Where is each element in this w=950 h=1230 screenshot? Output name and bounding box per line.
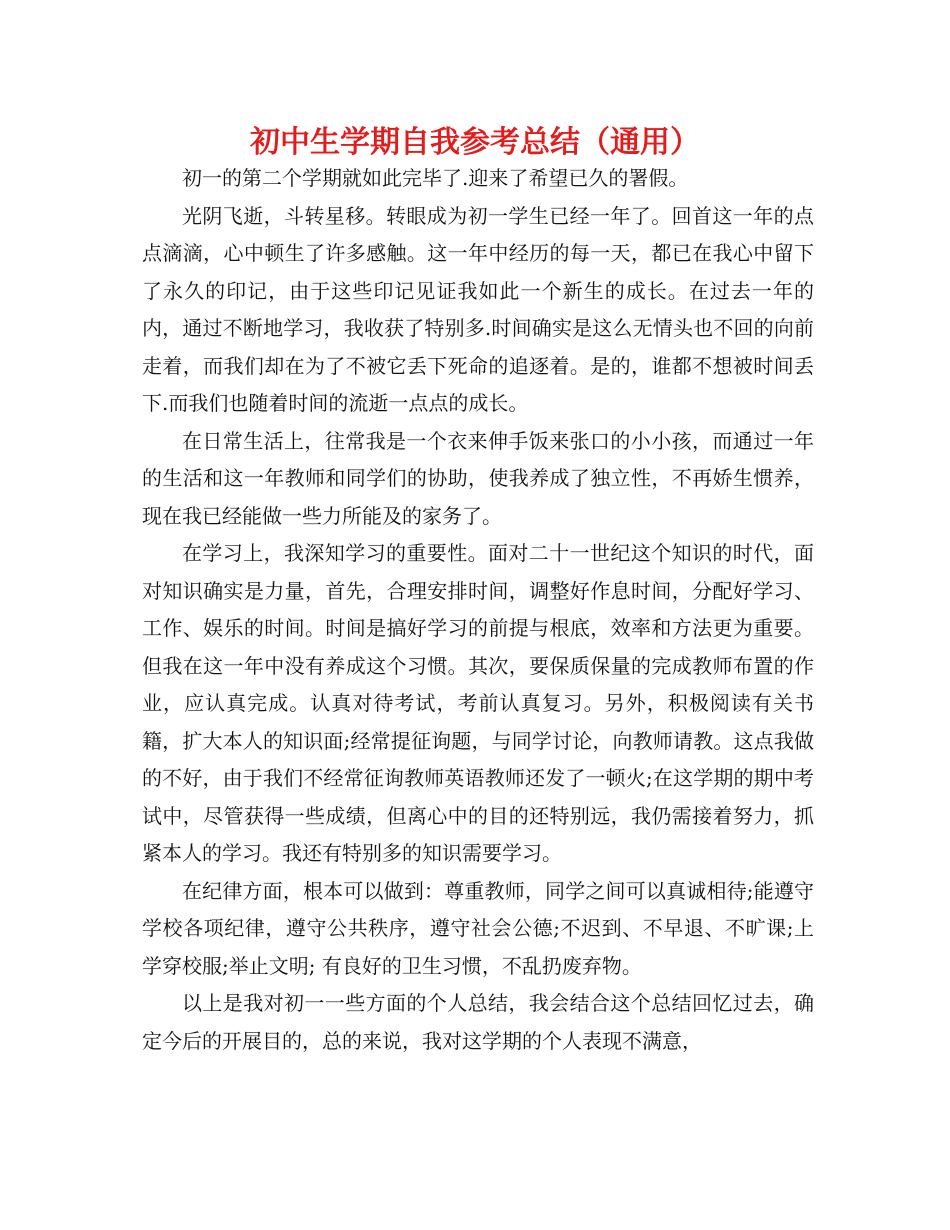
document-title: 初中生学期自我参考总结（通用） — [250, 125, 700, 160]
document-body — [142, 160, 814, 1060]
paragraph-intro: 初一的第二个学期就如此完毕了.迎来了希望已久的署假。 — [182, 166, 689, 190]
paragraph-daily-life: 在日常生活上，往常我是一个衣来伸手饭来张口的小小孩，而通过一年的生活和这一年教师和同学们的协助，使我养成了独立性，不再娇生惯养，现在我已经能做一些力所能及的家务了。 — [142, 428, 814, 528]
paragraph-discipline: 在纪律方面，根本可以做到：尊重教师，同学之间可以真诚相待;能遵守学校各项纪律，遵守公共秩序，遵守社会公德;不迟到、不早退、不旷课;上学穿校服;举止文明; 有良好的卫生习惯，不乱扔废弃物。 — [142, 878, 814, 978]
paragraph-conclusion: 以上是我对初一一些方面的个人总结，我会结合这个总结回忆过去，确定今后的开展目的，总的来说，我对这学期的个人表现不满意， — [142, 991, 814, 1053]
paragraph-reflection: 光阴飞逝，斗转星移。转眼成为初一学生已经一年了。回首这一年的点点滴滴，心中顿生了许多感触。这一年中经历的每一天，都已在我心中留下了永久的印记，由于这些印记见证我如此一个新生的成长。在过去一年的内，通过不断地学习，我收获了特别多.时间确实是这么无情头也不回的向前走着，而我们却在为了不被它丢下死命的追逐着。是的，谁都不想被时间丢下.而我们也随着时间的流逝一点点的成长。 — [142, 203, 814, 415]
paragraph-study: 在学习上，我深知学习的重要性。面对二十一世纪这个知识的时代，面对知识确实是力量，首先，合理安排时间，调整好作息时间，分配好学习、工作、娱乐的时间。时间是搞好学习的前提与根底，效率和方法更为重要。但我在这一年中没有养成这个习惯。其次，要保质保量的完成教师布置的作业，应认真完成。认真对待考试，考前认真复习。另外，积极阅读有关书籍，扩大本人的知识面;经常提征询题，与同学讨论，向教师请教。这点我做的不好，由于我们不经常征询教师英语教师还发了一顿火;在这学期的期中考试中，尽管获得一些成绩，但离心中的目的还特别远，我仍需接着努力，抓紧本人的学习。我还有特别多的知识需要学习。 — [142, 541, 814, 865]
